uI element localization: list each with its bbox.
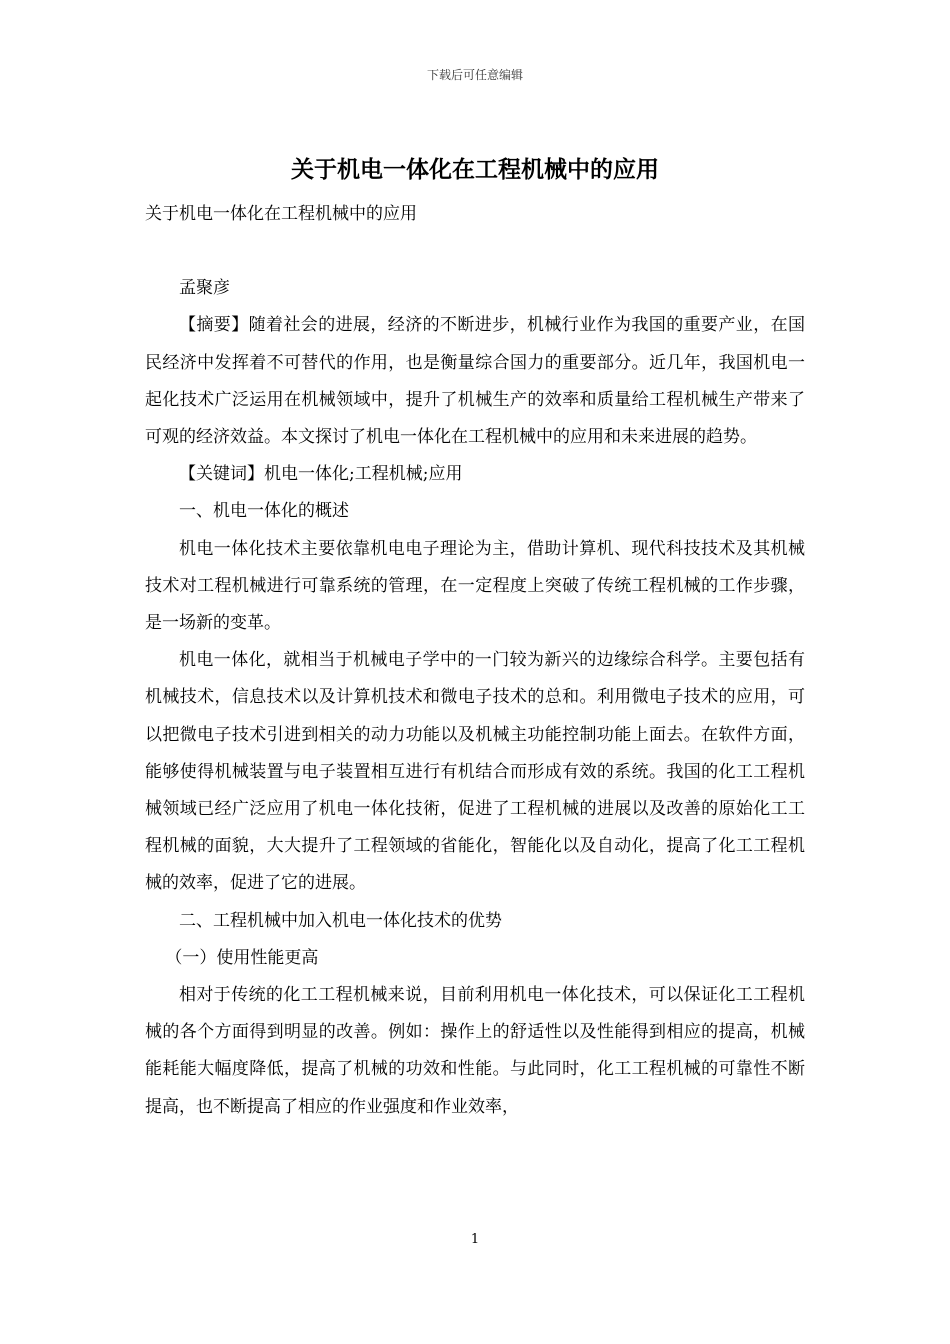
document-subtitle: 关于机电一体化在工程机械中的应用 bbox=[145, 204, 417, 224]
abstract-paragraph: 【摘要】随着社会的进展，经济的不断进步，机械行业作为我国的重要产业，在国民经济中发挥着不可替代的作用，也是衡量综合国力的重要部分。近几年，我国机电一起化技术广泛运用在机械领域中，提升了机械生产的效率和质量给工程机械生产带来了可观的经济效益。本文探讨了机电一体化在工程机械中的应用和未来进展的趋势。 bbox=[145, 315, 805, 448]
author-name: 孟聚彦 bbox=[179, 278, 230, 299]
section-heading-2: 二、工程机械中加入机电一体化技术的优势 bbox=[179, 910, 502, 931]
section1-paragraph-1: 机电一体化技术主要依靠机电电子理论为主，借助计算机、现代科技技术及其机械技术对工程机械进行可靠系统的管理，在一定程度上突破了传统工程机械的工作步骤，是一场新的变革。 bbox=[145, 538, 805, 634]
blank-line bbox=[145, 233, 805, 270]
page-header-note: 下载后可任意编辑 bbox=[426, 68, 523, 82]
section1-paragraph-2: 机电一体化，就相当于机械电子学中的一门较为新兴的边缘综合科学。主要包括有机械技术，信息技术以及计算机技术和微电子技术的总和。利用微电子技术的应用，可以把微电子技术引进到相关的动力功能以及机械主功能控制功能上面去。在软件方面，能够使得机械装置与电子装置相互进行有机结合而形成有效的系统。我国的化工工程机械领域已经广泛应用了机电一体化技術，促进了工程机械的进展以及改善的原始化工工程机械的面貌，大大提升了工程领域的省能化，智能化以及自动化，提高了化工工程机械的效率，促进了它的进展。 bbox=[145, 650, 805, 894]
document-body bbox=[145, 196, 805, 1126]
subsection-heading-1: （一）使用性能更高 bbox=[165, 947, 319, 968]
section2-paragraph-1: 相对于传统的化工工程机械来说，目前利用机电一体化技术，可以保证化工工程机械的各个方面得到明显的改善。例如：操作上的舒适性以及性能得到相应的提高，机械能耗能大幅度降低，提高了机械的功效和性能。与此同时，化工工程机械的可靠性不断提高，也不断提高了相应的作业强度和作业效率， bbox=[145, 985, 805, 1117]
document-title: 关于机电一体化在工程机械中的应用 bbox=[291, 156, 659, 183]
section-heading-1: 一、机电一体化的概述 bbox=[179, 501, 349, 522]
page-number: 1 bbox=[470, 1232, 480, 1247]
keywords-paragraph: 【关键词】机电一体化;工程机械;应用 bbox=[179, 464, 463, 485]
